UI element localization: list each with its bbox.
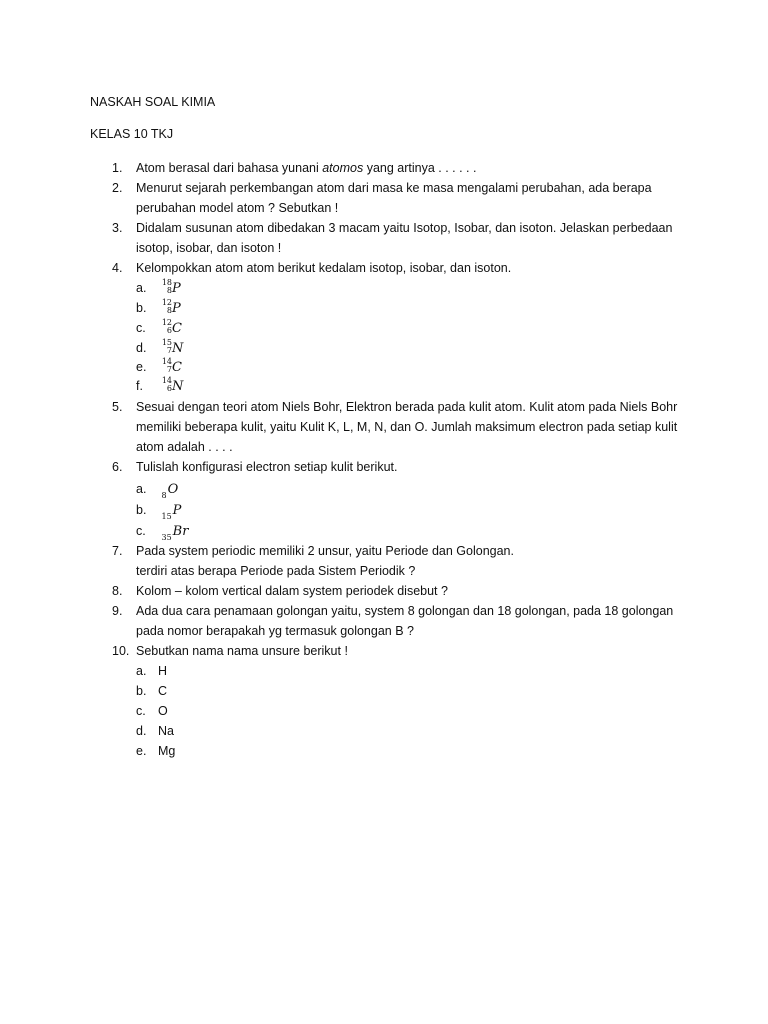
- question-4: [112, 258, 682, 278]
- q10-item-e: e. Mg: [136, 744, 176, 758]
- question-text: Ada dua cara penamaan golongan yaitu, system 8 golongan dan 18 golongan, pada 18 golongan pada nomor berapakah yg termasuk golongan B ?: [136, 604, 674, 638]
- question-number: 2.: [112, 181, 123, 195]
- question-3: [112, 218, 682, 258]
- q4-item-e: e. 14 7 C: [136, 357, 182, 375]
- question-number: 8.: [112, 584, 123, 598]
- question-text: Kolom – kolom vertical dalam system periodek disebut ?: [136, 584, 448, 598]
- question-number: 7.: [112, 544, 123, 558]
- question-number: 5.: [112, 400, 123, 414]
- q4-item-f: f. 14 6 N: [136, 376, 184, 394]
- atomic-number: 8: [161, 491, 167, 500]
- question-7: [112, 541, 682, 581]
- atomic-number: 15: [161, 512, 172, 521]
- atomic-number: 35: [161, 533, 172, 542]
- q10-item-d: d. Na: [136, 724, 174, 738]
- question-number: 10.: [112, 644, 130, 658]
- q10-item-a: a. H: [136, 664, 168, 678]
- question-text: Didalam susunan atom dibedakan 3 macam yaitu Isotop, Isobar, dan isoton. Jelaskan perbedaan isotop, isobar, dan isoton !: [136, 221, 673, 255]
- question-2: [112, 178, 682, 218]
- isotope-notation: 14 7: [161, 357, 172, 374]
- q10-item-b: b. C: [136, 684, 168, 698]
- q6-item-b: b. 15P: [136, 500, 181, 520]
- q6-item-c: c. 35Br: [136, 521, 188, 541]
- isotope-notation: 12 8: [161, 298, 172, 315]
- question-5: [112, 397, 682, 457]
- question-number: 1.: [112, 161, 123, 175]
- q6-item-a: a. 8O: [136, 479, 178, 499]
- question-text: Menurut sejarah perkembangan atom dari masa ke masa mengalami perubahan, ada berapa perubahan model atom ? Sebutkan !: [136, 181, 652, 215]
- question-text: Tulislah konfigurasi electron setiap kulit berikut.: [136, 460, 398, 474]
- class-label: KELAS 10 TKJ: [90, 127, 174, 141]
- question-text: Sesuai dengan teori atom Niels Bohr, Elektron berada pada kulit atom. Kulit atom pada Niels Bohr memiliki beberapa kulit, yaitu Kulit K, L, M, N, dan O. Jumlah maksimum electron pada setiap kulit atom adalah . . . .: [136, 400, 678, 454]
- question-10: [112, 641, 682, 661]
- isotope-notation: 14 6: [161, 376, 172, 393]
- q4-item-d: d. 15 7 N: [136, 338, 184, 356]
- question-text: Sebutkan nama nama unsure berikut !: [136, 644, 348, 658]
- question-9: [112, 601, 682, 641]
- q4-item-a: a. 18 8 P: [136, 278, 181, 296]
- emphasis-word: atomos: [322, 161, 364, 175]
- question-8: [112, 581, 682, 601]
- q4-item-b: b. 12 8 P: [136, 298, 181, 316]
- question-1: [112, 158, 682, 178]
- question-6: [112, 457, 682, 477]
- question-text: Pada system periodic memiliki 2 unsur, yaitu Periode dan Golongan. terdiri atas berapa Periode pada Sistem Periodik ?: [136, 544, 514, 578]
- document-title: NASKAH SOAL KIMIA: [90, 95, 216, 109]
- isotope-notation: 18 8: [161, 278, 172, 295]
- question-number: 9.: [112, 604, 123, 618]
- question-text: Atom berasal dari bahasa yunani atomos yang artinya . . . . . .: [136, 161, 477, 175]
- question-text: Kelompokkan atom atom berikut kedalam isotop, isobar, dan isoton.: [136, 261, 512, 275]
- question-number: 6.: [112, 460, 123, 474]
- q4-item-c: c. 12 6 C: [136, 318, 182, 336]
- q10-item-c: c. O: [136, 704, 168, 718]
- isotope-notation: 12 6: [161, 318, 172, 335]
- question-number: 3.: [112, 221, 123, 235]
- question-number: 4.: [112, 261, 123, 275]
- isotope-notation: 15 7: [161, 338, 172, 355]
